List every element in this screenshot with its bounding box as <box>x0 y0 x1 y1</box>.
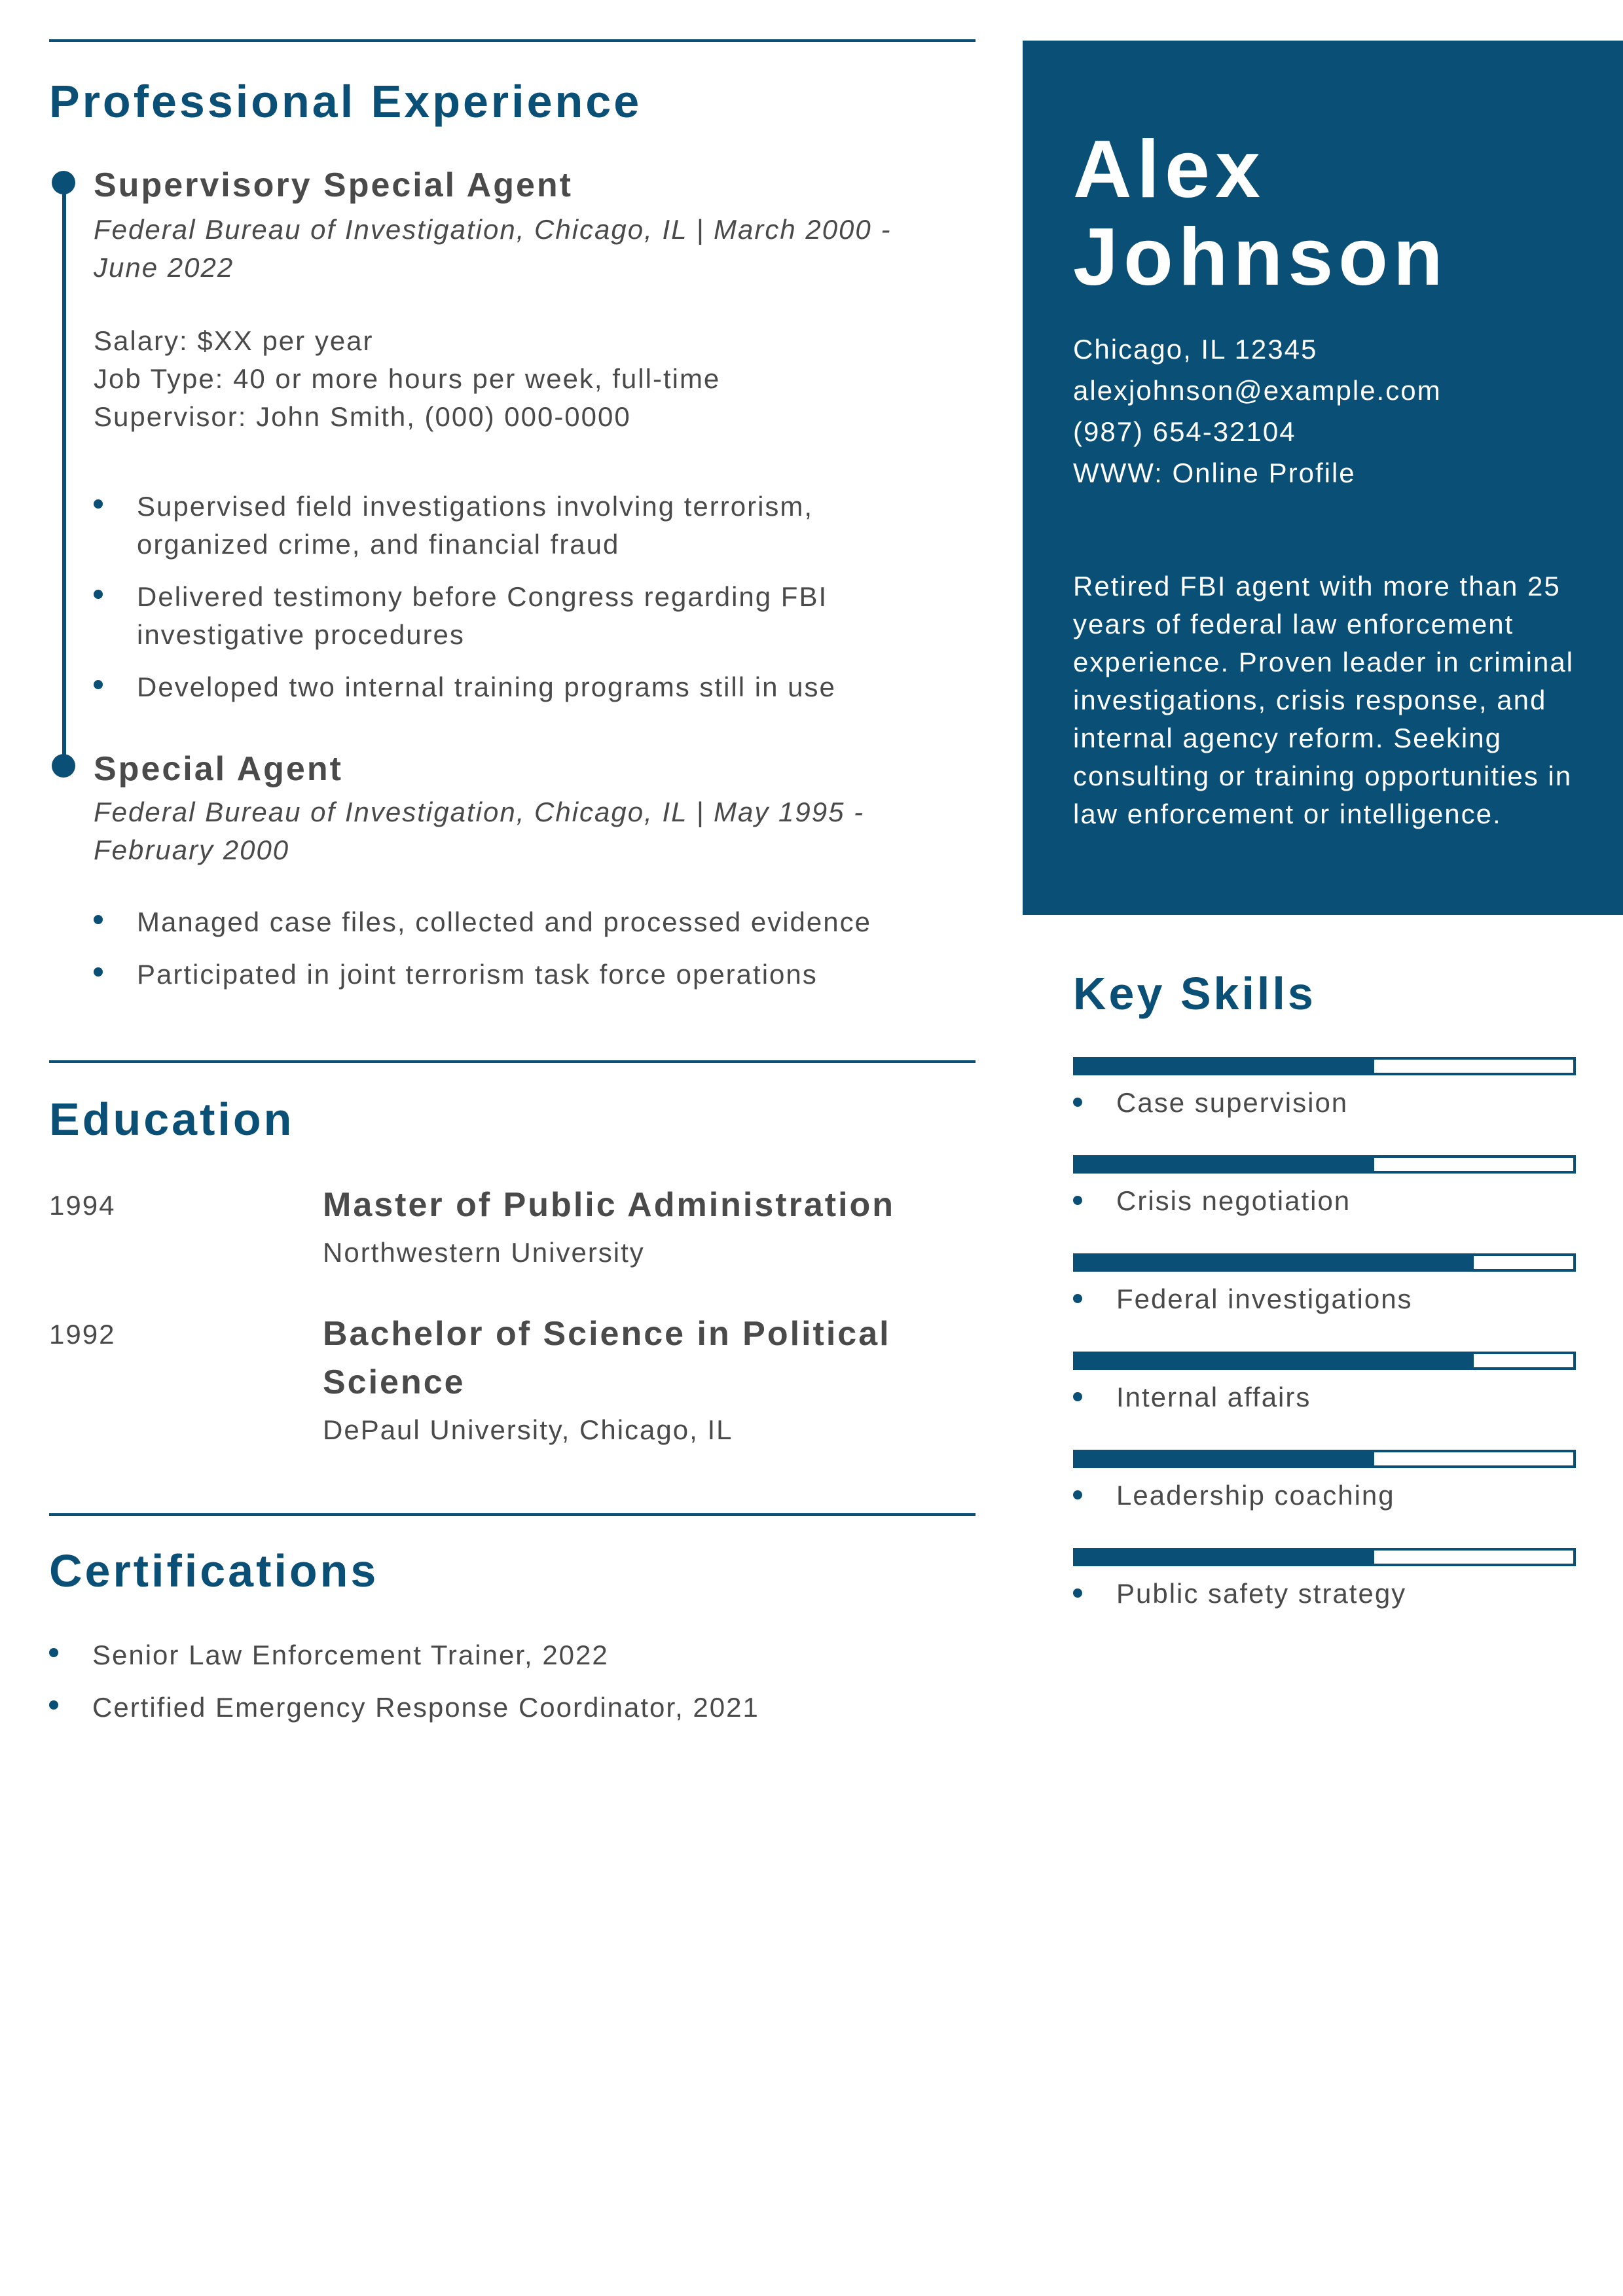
skill-label: Public safety strategy <box>1073 1578 1406 1609</box>
education-year: 1992 <box>49 1319 116 1350</box>
skill-level-bar <box>1073 1253 1576 1272</box>
skill-label: Leadership coaching <box>1073 1480 1395 1511</box>
skill-label: Crisis negotiation <box>1073 1185 1351 1217</box>
job-supervisor: Supervisor: John Smith, (000) 000-0000 <box>94 401 631 432</box>
name-last: Johnson <box>1073 212 1448 302</box>
job-title: Special Agent <box>94 750 343 788</box>
skill-level-fill <box>1076 1158 1374 1171</box>
skills-heading: Key Skills <box>1073 968 1316 1019</box>
skill-label: Case supervision <box>1073 1087 1348 1119</box>
contact-location: Chicago, IL 12345 <box>1073 334 1318 365</box>
education-heading: Education <box>49 1094 295 1145</box>
skill-level-fill <box>1076 1354 1474 1367</box>
education-degree: Bachelor of Science in Political Science <box>323 1315 891 1401</box>
education-degree: Master of Public Administration <box>323 1186 896 1224</box>
profile-summary: Retired FBI agent with more than 25 years of federal law enforcement experience. Proven leader in criminal investigations, crisis response, and internal agency reform. Seeking consulting or training opportunities in law enforcement or intelligence. <box>1073 571 1575 829</box>
skill-label: Federal investigations <box>1073 1283 1413 1315</box>
education-school: DePaul University, Chicago, IL <box>323 1414 733 1445</box>
experience-divider <box>49 39 976 42</box>
skill-level-bar <box>1073 1155 1576 1174</box>
contact-info <box>1073 329 1442 493</box>
job-employer-dates: Federal Bureau of Investigation, Chicago, IL | March 2000 - June 2022 <box>94 214 892 283</box>
skill-level-bar <box>1073 1450 1576 1468</box>
list-item: Senior Law Enforcement Trainer, 2022 <box>49 1636 976 1674</box>
contact-phone: (987) 654-32104 <box>1073 416 1296 447</box>
job-type: Job Type: 40 or more hours per week, full-time <box>94 363 721 394</box>
timeline-dot <box>52 754 75 778</box>
contact-email[interactable]: alexjohnson@example.com <box>1073 375 1442 406</box>
education-year: 1994 <box>49 1190 116 1221</box>
skill-level-fill <box>1076 1452 1374 1465</box>
name-first: Alex <box>1073 124 1266 215</box>
job-bullets <box>94 903 945 1008</box>
candidate-name <box>1073 126 1448 301</box>
job-employer-dates: Federal Bureau of Investigation, Chicago, IL | May 1995 - February 2000 <box>94 797 865 865</box>
timeline-line <box>62 180 66 766</box>
certifications-heading: Certifications <box>49 1545 379 1596</box>
contact-website[interactable]: WWW: Online Profile <box>1073 457 1356 488</box>
skill-level-bar <box>1073 1548 1576 1566</box>
list-item: Managed case files, collected and processed evidence <box>94 903 945 941</box>
list-item: Certified Emergency Response Coordinator, 2021 <box>49 1689 976 1727</box>
job-salary: Salary: $XX per year <box>94 325 374 356</box>
header-panel <box>1023 41 1623 915</box>
timeline-dot <box>52 171 75 194</box>
list-item: Developed two internal training programs still in use <box>94 668 945 706</box>
skill-level-fill <box>1076 1256 1474 1269</box>
experience-heading: Professional Experience <box>49 76 642 127</box>
skill-label: Internal affairs <box>1073 1382 1311 1413</box>
list-item: Supervised field investigations involving terrorism, organized crime, and financial fraud <box>94 488 945 564</box>
education-divider <box>49 1060 976 1063</box>
job-bullets <box>94 488 945 721</box>
job-title: Supervisory Special Agent <box>94 166 573 204</box>
experience-section <box>49 39 976 990</box>
skill-level-fill <box>1076 1551 1374 1564</box>
certifications-list <box>49 1636 976 1741</box>
education-school: Northwestern University <box>323 1237 645 1268</box>
list-item: Delivered testimony before Congress regarding FBI investigative procedures <box>94 578 945 654</box>
skill-level-bar <box>1073 1352 1576 1370</box>
skill-level-fill <box>1076 1060 1374 1073</box>
certifications-divider <box>49 1513 976 1516</box>
skill-level-bar <box>1073 1057 1576 1075</box>
list-item: Participated in joint terrorism task force operations <box>94 956 945 994</box>
